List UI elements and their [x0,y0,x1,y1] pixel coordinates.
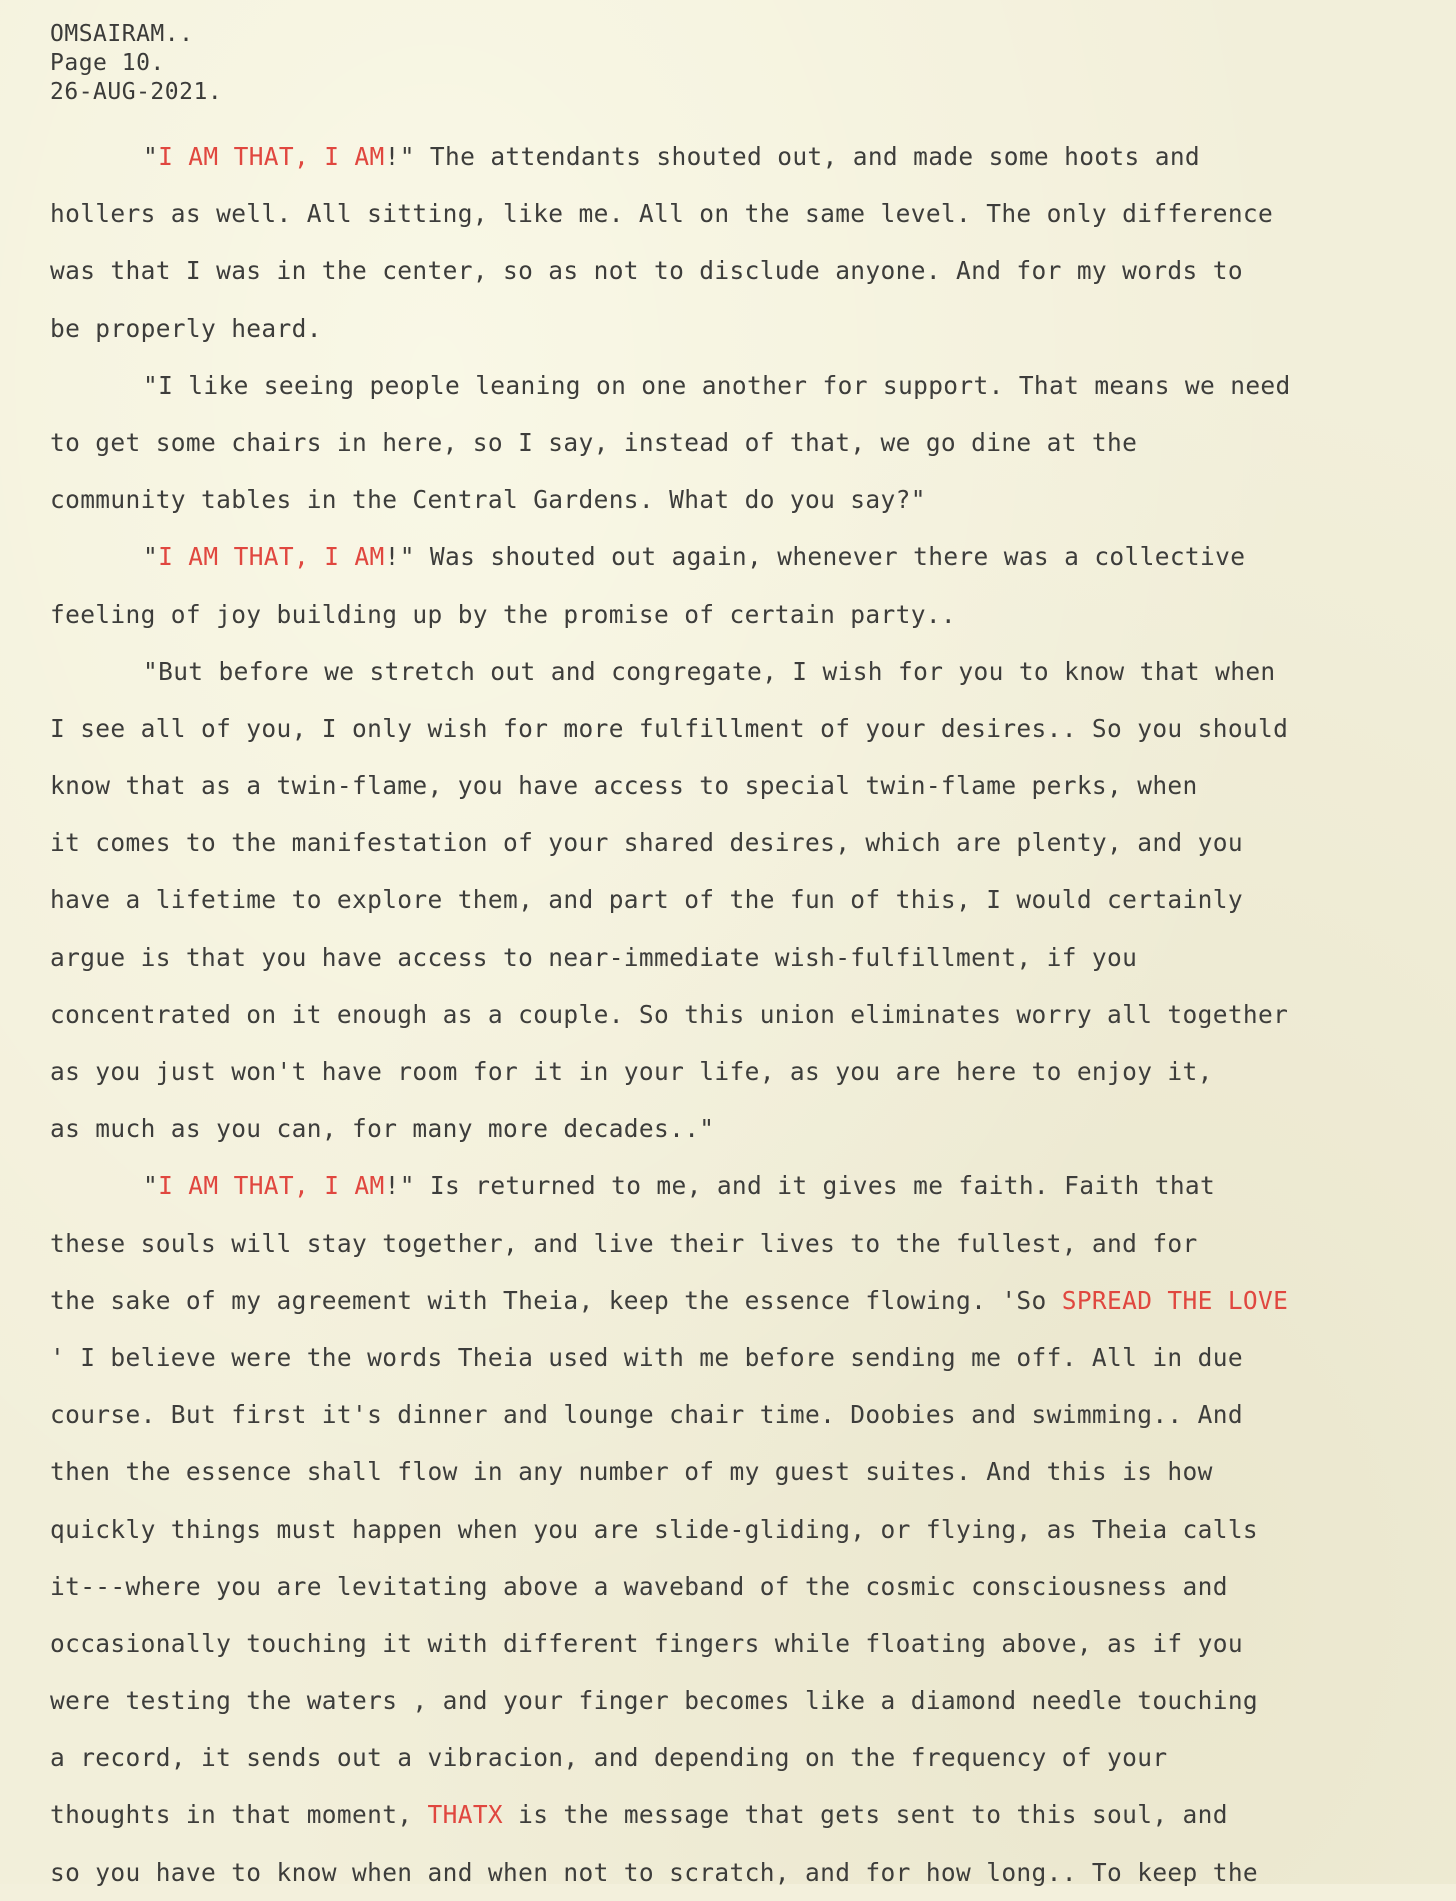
text-line [50,414,1450,471]
line-text-segment: to get some chairs in here, so I say, instead of that, we go dine at the [50,427,1138,457]
text-line [50,300,1450,357]
line-text-segment: community tables in the Central Gardens. What do you say?" [50,485,926,515]
line-text-segment: !" Is returned to me, and it gives me faith. Faith that [384,1171,1216,1201]
header-line-date: 26-AUG-2021. [50,79,223,105]
line-text-segment: occasionally touching it with different fingers while floating above, as if you [50,1628,1243,1658]
line-text-segment: ' I believe were the words Theia used with me before sending me off. All in due [50,1342,1243,1372]
red-emphasis-text: I AM THAT, I AM [158,542,385,572]
text-line [50,1329,1450,1386]
text-line [50,1729,1450,1786]
line-text-segment: course. But first it's dinner and lounge chair time. Doobies and swimming.. And [50,1400,1243,1430]
text-line [50,1558,1450,1615]
text-line [50,700,1450,757]
page-header [50,20,222,107]
text-line [50,242,1450,299]
text-line [50,986,1450,1043]
line-text-segment: as much as you can, for many more decades.." [50,1114,715,1144]
text-line [50,586,1450,643]
line-text-segment: it---where you are levitating above a waveband of the cosmic consciousness and [50,1571,1228,1601]
line-text-segment: were testing the waters , and your finger becomes like a diamond needle touching [50,1686,1259,1716]
line-text-segment: then the essence shall flow in any number of my guest suites. And this is how [50,1457,1213,1487]
text-line [50,471,1450,528]
red-emphasis-text: THATX [427,1800,504,1830]
text-line [50,757,1450,814]
line-text-segment: have a lifetime to explore them, and part of the fun of this, I would certainly [50,885,1243,915]
line-text-segment: so you have to know when and when not to scratch, and for how long.. To keep the [50,1857,1259,1887]
text-line [50,1100,1450,1157]
line-text-segment: "But before we stretch out and congregate, I wish for you to know that when [143,656,1276,686]
line-text-segment: these souls will stay together, and live their lives to the fullest, and for [50,1228,1198,1258]
line-text-segment: know that as a twin-flame, you have access to special twin-flame perks, when [50,771,1198,801]
red-emphasis-text: I AM THAT, I AM [158,142,385,171]
line-text-segment: a record, it sends out a vibracion, and depending on the frequency of your [50,1743,1168,1773]
line-text-segment: concentrated on it enough as a couple. So this union eliminates worry all together [50,999,1289,1029]
text-line [50,185,1450,242]
line-text-segment: I see all of you, I only wish for more fulfillment of your desires.. So you should [50,713,1289,743]
red-emphasis-text: SPREAD THE LOVE [1061,1285,1289,1315]
text-line [50,357,1450,414]
line-text-segment: was that I was in the center, so as not to disclude anyone. And for my words to [50,256,1243,286]
line-text-segment: "I like seeing people leaning on one another for support. That means we need [143,370,1291,400]
page-body-text [50,128,1450,1901]
line-text-segment: !" The attendants shouted out, and made some hoots and [384,142,1201,171]
text-line [50,1386,1450,1443]
text-line [50,128,1450,185]
text-line [50,1215,1450,1272]
text-line [50,643,1450,700]
red-emphasis-text: I AM THAT, I AM [158,1171,385,1201]
line-text-segment: !" Was shouted out again, whenever there was a collective [384,542,1246,572]
line-text-segment: quickly things must happen when you are slide-gliding, or flying, as Theia calls [50,1514,1259,1544]
line-text-segment: " [143,1171,159,1201]
line-text-segment: hollers as well. All sitting, like me. All on the same level. The only difference [50,199,1274,229]
line-text-segment: thoughts in that moment, [50,1800,428,1830]
text-line [50,814,1450,871]
text-line [50,1615,1450,1672]
text-line [50,1844,1450,1901]
line-text-segment: feeling of joy building up by the promise of certain party.. [50,599,957,629]
text-line [50,1443,1450,1500]
text-line [50,1157,1450,1214]
header-line-om-sairam: OMSAIRAM.. [50,21,194,47]
text-line [50,1272,1450,1329]
text-line [50,1501,1450,1558]
line-text-segment: " [143,542,159,572]
line-text-segment: argue is that you have access to near-immediate wish-fulfillment, if you [50,942,1138,972]
line-text-segment: " [143,142,159,171]
text-line [50,1672,1450,1729]
line-text-segment: as you just won't have room for it in your life, as you are here to enjoy it, [50,1057,1213,1086]
text-line [50,1043,1450,1100]
line-text-segment: be properly heard. [50,313,322,343]
line-text-segment: the sake of my agreement with Theia, keep the essence flowing. 'So [50,1285,1062,1315]
line-text-segment: is the message that gets sent to this soul, and [503,1800,1228,1830]
text-line [50,1786,1450,1843]
line-text-segment: it comes to the manifestation of your shared desires, which are plenty, and you [50,828,1243,858]
text-line [50,528,1450,585]
header-line-page-number: Page 10. [50,50,165,76]
text-line [50,929,1450,986]
text-line [50,871,1450,928]
